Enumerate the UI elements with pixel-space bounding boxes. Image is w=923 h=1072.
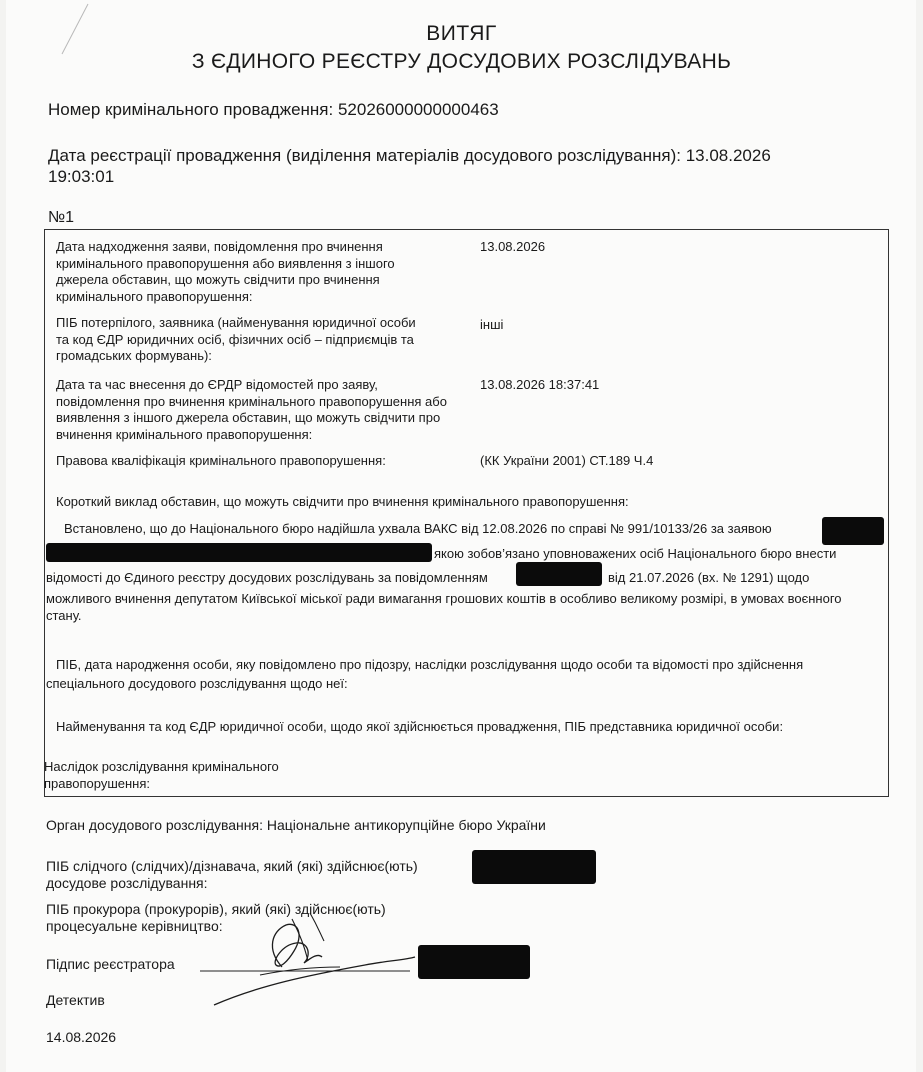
prosecutor-label: ПІБ прокурора (прокурорів), який (які) здійснює(ють) процесуальне керівництво: [46, 901, 386, 934]
redaction-block [516, 562, 602, 586]
summary-line3a: відомості до Єдиного реєстру досудових розслідувань за повідомленням [46, 570, 488, 585]
redaction-block [822, 517, 884, 545]
registration-date-line1: Дата реєстрації провадження (виділення матеріалів досудового розслідування): 13.08.2026 [48, 146, 771, 165]
document-subtitle: З ЄДИНОГО РЕЄСТРУ ДОСУДОВИХ РОЗСЛІДУВАНЬ [191, 50, 732, 73]
summary-line5: стану. [46, 608, 82, 623]
result-label: Наслідок розслідування кримінального правопорушення: [44, 759, 279, 791]
redaction-block [472, 850, 596, 884]
row2-label: ПІБ потерпілого, заявника (найменування юридичної особи та код ЄДР юридичних осіб, фізичних осіб – підприємців та громадських формувань): [56, 315, 416, 363]
row4-label: Правова кваліфікація кримінального правопорушення: [56, 453, 386, 468]
legal-entity-line: Найменування та код ЄДР юридичної особи, щодо якої здійснюється провадження, ПІБ представника юридичної особи: [56, 719, 784, 734]
handwritten-signature [200, 905, 460, 1015]
investigator-label: ПІБ слідчого (слідчих)/дізнавача, який (які) здійснює(ють) досудове розслідування: [46, 858, 418, 891]
summary-line3b: від 21.07.2026 (вх. № 1291) щодо [608, 570, 810, 585]
registrar-signature-label: Підпис реєстратора [46, 956, 175, 972]
record-number: №1 [48, 209, 75, 226]
position-title: Детектив [46, 992, 105, 1008]
suspect-line2: спеціального досудового розслідування щодо неї: [46, 676, 348, 691]
investigation-agency: Орган досудового розслідування: Національне антикорупційне бюро України [46, 817, 546, 833]
summary-line1: Встановлено, що до Національного бюро надійшла ухвала ВАКС від 12.08.2026 по справі № 991/10133/26 за заявою [64, 521, 772, 536]
registration-date-line2: 19:03:01 [48, 167, 115, 186]
row3-value: 13.08.2026 18:37:41 [480, 377, 600, 392]
document-date: 14.08.2026 [46, 1029, 117, 1045]
row4-value: (КК України 2001) СТ.189 Ч.4 [480, 453, 654, 468]
row2-value: інші [480, 317, 504, 332]
summary-line2: якою зобов’язано уповноважених осіб Національного бюро внести [434, 546, 837, 561]
document-title: ВИТЯГ [426, 22, 497, 45]
proceeding-number: Номер кримінального провадження: 52026000000000463 [48, 100, 499, 119]
summary-heading: Короткий виклад обставин, що можуть свідчити про вчинення кримінального правопорушення: [56, 494, 629, 509]
row1-label: Дата надходження заяви, повідомлення про вчинення кримінального правопорушення або виявлення з іншого джерела обставин, що можуть свідчити про вчинення кримінального правопорушення: [56, 239, 395, 304]
redaction-block [46, 543, 432, 562]
suspect-line1: ПІБ, дата народження особи, яку повідомлено про підозру, наслідки розслідування щодо особи та відомості про здійснення [56, 657, 804, 672]
row3-label: Дата та час внесення до ЄРДР відомостей про заяву, повідомлення про вчинення кримінального правопорушення або виявлення з іншого джерела обставин, що можуть свідчити про вчинення кримінального правопорушення: [56, 377, 447, 442]
summary-line4: можливого вчинення депутатом Київської міської ради вимагання грошових коштів в особливо великому розмірі, в умовах воєнного [46, 591, 842, 606]
row1-value: 13.08.2026 [480, 239, 546, 254]
